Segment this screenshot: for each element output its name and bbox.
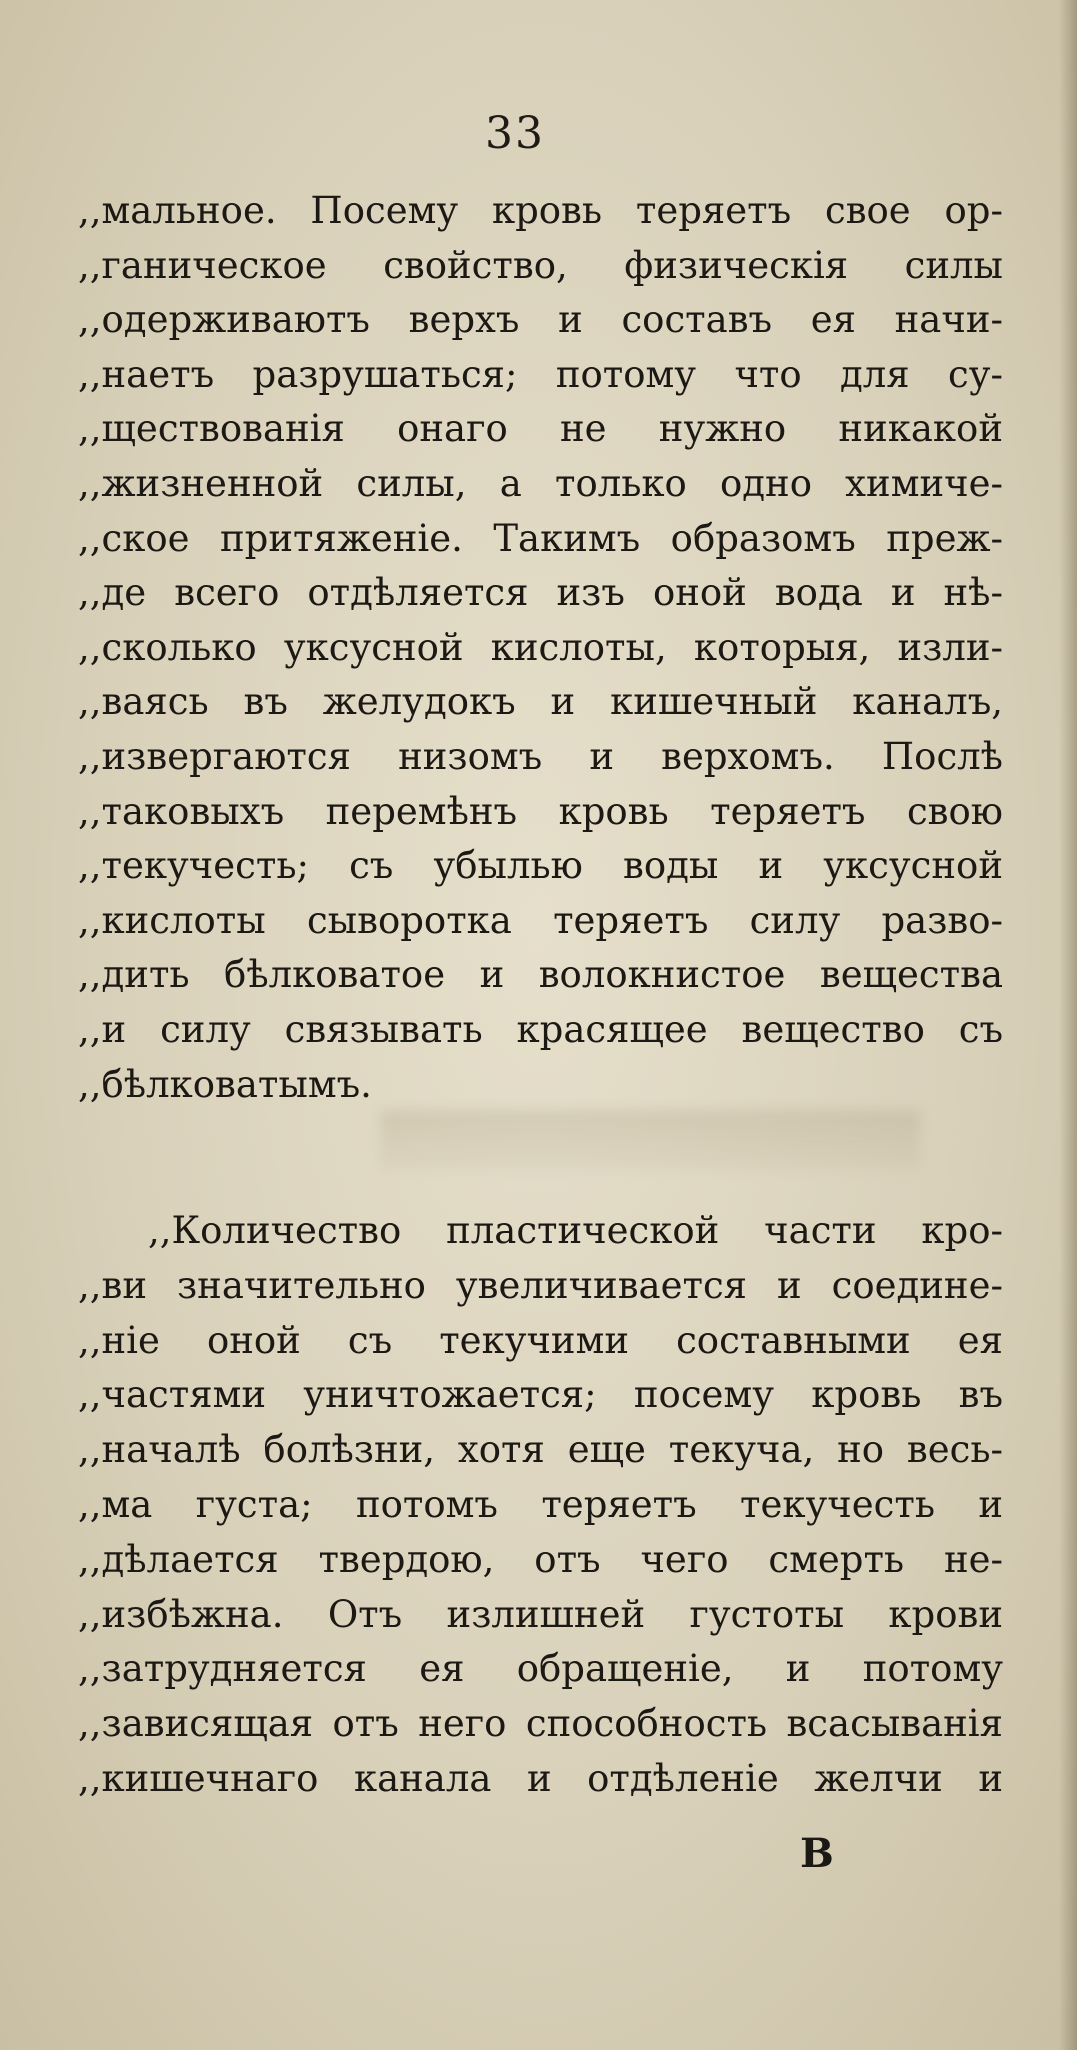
text-line: ,,ма густа; потомъ теряетъ текучесть и xyxy=(78,1482,1003,1526)
text-line: ,,ніе оной съ текучими составными ея xyxy=(78,1318,1003,1362)
page-edge-shadow xyxy=(1059,0,1077,2050)
ink-bleed-through xyxy=(380,1110,920,1170)
text-line: ,,кислоты сыворотка теряетъ силу разво- xyxy=(78,898,1003,942)
text-line: ,,избѣжна. Отъ излишней густоты крови xyxy=(78,1592,1003,1636)
text-line: ,,де всего отдѣляется изъ оной вода и нѣ- xyxy=(78,571,1003,615)
text-line: ,,текучесть; съ убылью воды и уксусной xyxy=(78,844,1003,888)
text-line: ,,частями уничтожается; посему кровь въ xyxy=(78,1373,1003,1417)
text-line: ,,ви значительно увеличивается и соедине- xyxy=(78,1263,1003,1307)
text-line: ,,началѣ болѣзни, хотя еще текуча, но весь- xyxy=(78,1428,1003,1472)
text-line: ,,ществованія онаго не нужно никакой xyxy=(78,407,1003,451)
text-line: ,,жизненной силы, а только одно химиче- xyxy=(78,461,1003,505)
page-number: 33 xyxy=(485,108,545,159)
text-line: ,,зависящая отъ него способность всасыванія xyxy=(78,1702,1003,1746)
text-line: ,,Количество пластической части кро- xyxy=(148,1209,1003,1252)
text-line: ,,ваясь въ желудокъ и кишечный каналъ, xyxy=(78,680,1003,724)
printer-signature-mark: В xyxy=(800,1830,834,1877)
text-line: ,,и силу связывать красящее вещество съ xyxy=(78,1007,1003,1051)
text-line: ,,ганическое свойство, физическія силы xyxy=(78,243,1003,287)
text-line: ,,кишечнаго канала и отдѣленіе желчи и xyxy=(78,1756,1003,1800)
text-line: ,,затрудняется ея обращеніе, и потому xyxy=(78,1647,1003,1691)
text-line: ,,сколько уксусной кислоты, которыя, изли- xyxy=(78,625,1003,669)
text-line: ,,наетъ разрушаться; потому что для су- xyxy=(78,352,1003,396)
text-line: ,,извергаются низомъ и верхомъ. Послѣ xyxy=(78,734,1003,778)
text-line: ,,бѣлковатымъ. xyxy=(78,1062,372,1106)
text-line: ,,одерживаютъ верхъ и составъ ея начи- xyxy=(78,298,1003,342)
text-line: ,,мальное. Посему кровь теряетъ свое ор- xyxy=(78,189,1003,232)
paragraph-1 xyxy=(78,184,1003,1112)
paragraph-2 xyxy=(78,1204,1003,1807)
text-line: ,,ское притяженіе. Такимъ образомъ преж- xyxy=(78,516,1003,560)
text-line: ,,дить бѣлковатое и волокнистое вещества xyxy=(78,953,1003,997)
text-line: ,,дѣлается твердою, отъ чего смерть не- xyxy=(78,1537,1003,1581)
text-line: ,,таковыхъ перемѣнъ кровь теряетъ свою xyxy=(78,789,1003,833)
